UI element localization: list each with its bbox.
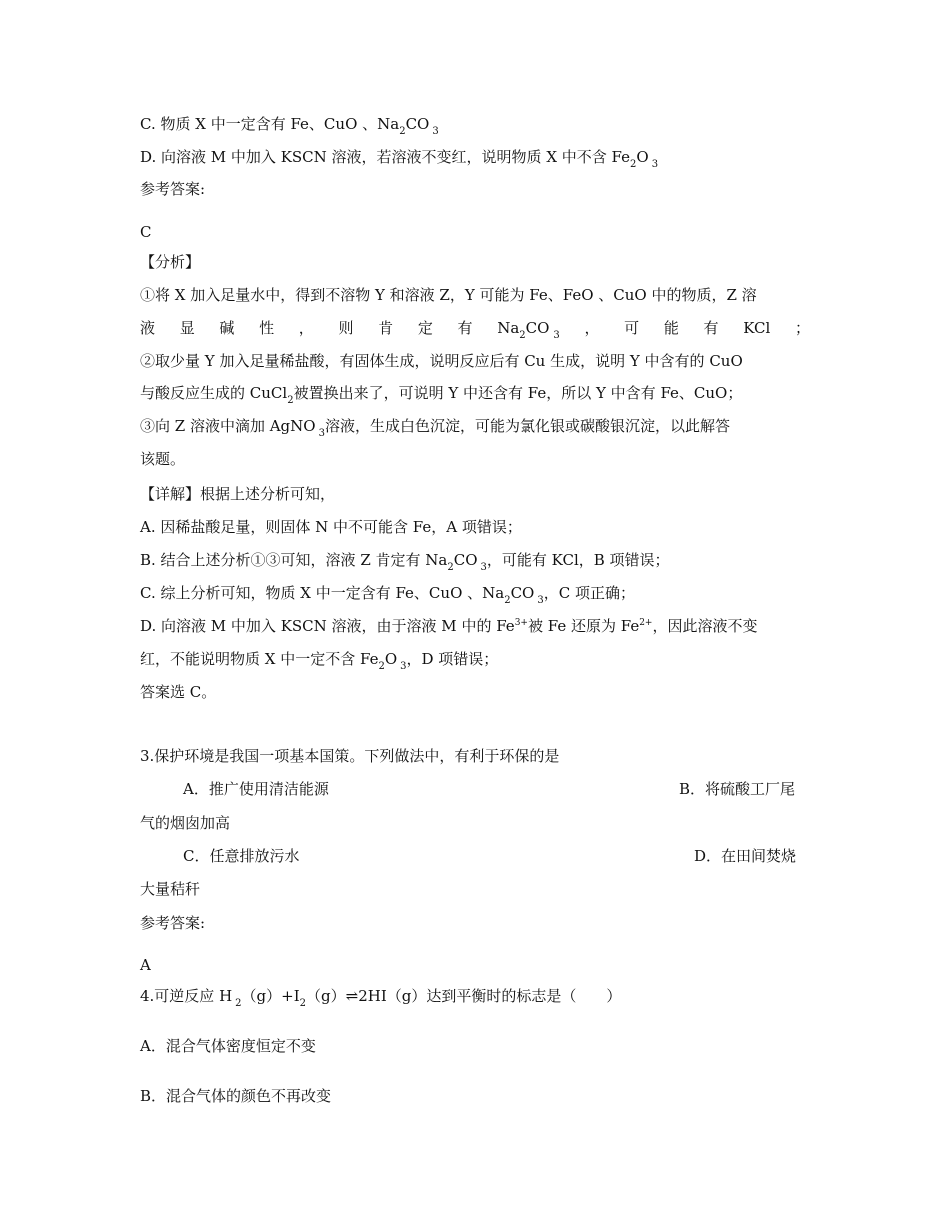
q3-stem: 3.保护环境是我国一项基本国策。下列做法中，有利于环保的是 [140, 747, 560, 765]
q4-option-a: A．混合气体密度恒定不变 [140, 1037, 316, 1055]
detail-c: C. 综上分析可知，物质 X 中一定含有 Fe、CuO 、$Na_2CO$ $_3$，C 项正确； [140, 584, 635, 606]
final-answer: 答案选 C。 [140, 683, 217, 701]
q2-answer: C [140, 223, 152, 241]
detail-d-line-2: 红，不能说明物质 X 中一定不含 $Fe_2O$ $_3$，D 项错误； [140, 650, 499, 672]
q2-answer-label: 参考答案: [140, 180, 206, 198]
q4-option-b: B．混合气体的颜色不再改变 [140, 1087, 332, 1105]
detail-heading: 【详解】根据上述分析可知， [140, 485, 336, 503]
analysis-line-1: ①将 X 加入足量水中，得到不溶物 Y 和溶液 Z，Y 可能为 Fe、FeO 、CuO 中的物质，Z 溶 [140, 286, 757, 304]
q3-answer-label: 参考答案: [140, 914, 206, 932]
q3-option-a: A．推广使用清洁能源 [183, 780, 329, 798]
q3-option-d-cont: 大量秸秆 [140, 880, 201, 898]
q3-option-b-cont: 气的烟囱加高 [140, 814, 231, 832]
analysis-line-6: 该题。 [140, 450, 186, 468]
detail-b: B. 结合上述分析①③可知，溶液 Z 肯定有 $Na_2CO$ $_3$，可能有 KCl，B 项错误； [140, 551, 670, 573]
q2-option-c: C. 物质 X 中一定含有 Fe、CuO 、$Na_2CO$ $_3$ [140, 115, 439, 137]
q4-stem: 4.可逆反应 H $_2(g)+I_2(g)\rightleftharpoons 2HI(g)$达到平衡时的标志是（ ） [140, 987, 622, 1009]
detail-a: A. 因稀盐酸足量，则固体 N 中不可能含 Fe，A 项错误； [140, 518, 522, 536]
analysis-heading: 【分析】 [140, 253, 201, 271]
detail-d-line-1: D. 向溶液 M 中加入 KSCN 溶液，由于溶液 M 中的 $Fe^{3+}$被 Fe 还原为 $Fe^{2+}$，因此溶液不变 [140, 617, 758, 635]
q3-option-c: C．任意排放污水 [183, 847, 300, 865]
q3-answer: A [140, 956, 151, 974]
analysis-line-3: ②取少量 Y 加入足量稀盐酸，有固体生成，说明反应后有 Cu 生成，说明 Y 中含有的 CuO [140, 352, 743, 370]
q3-option-d: D．在田间焚烧 [694, 847, 797, 865]
q2-option-d: D. 向溶液 M 中加入 KSCN 溶液，若溶液不变红，说明物质 X 中不含 $Fe_2O$ $_3$ [140, 148, 659, 170]
formula-na2co3: $Na_2CO$ $_3$ [497, 319, 560, 341]
analysis-line-5: ③向 Z 溶液中滴加 AgNO $_3$溶液，生成白色沉淀，可能为氯化银或碳酸银沉淀，以此解答 [140, 417, 730, 439]
analysis-line-4: 与酸反应生成的 CuCl$_2$被置换出来了，可说明 Y 中还含有 Fe，所以 Y 中含有 Fe、CuO； [140, 384, 743, 406]
q3-option-b: B．将硫酸工厂尾 [679, 780, 796, 798]
analysis-line-2: 液 显 碱 性 ， 则 肯 定 有 $Na_2CO$ $_3$ ， 可 能 有 KCl ； [140, 319, 810, 341]
